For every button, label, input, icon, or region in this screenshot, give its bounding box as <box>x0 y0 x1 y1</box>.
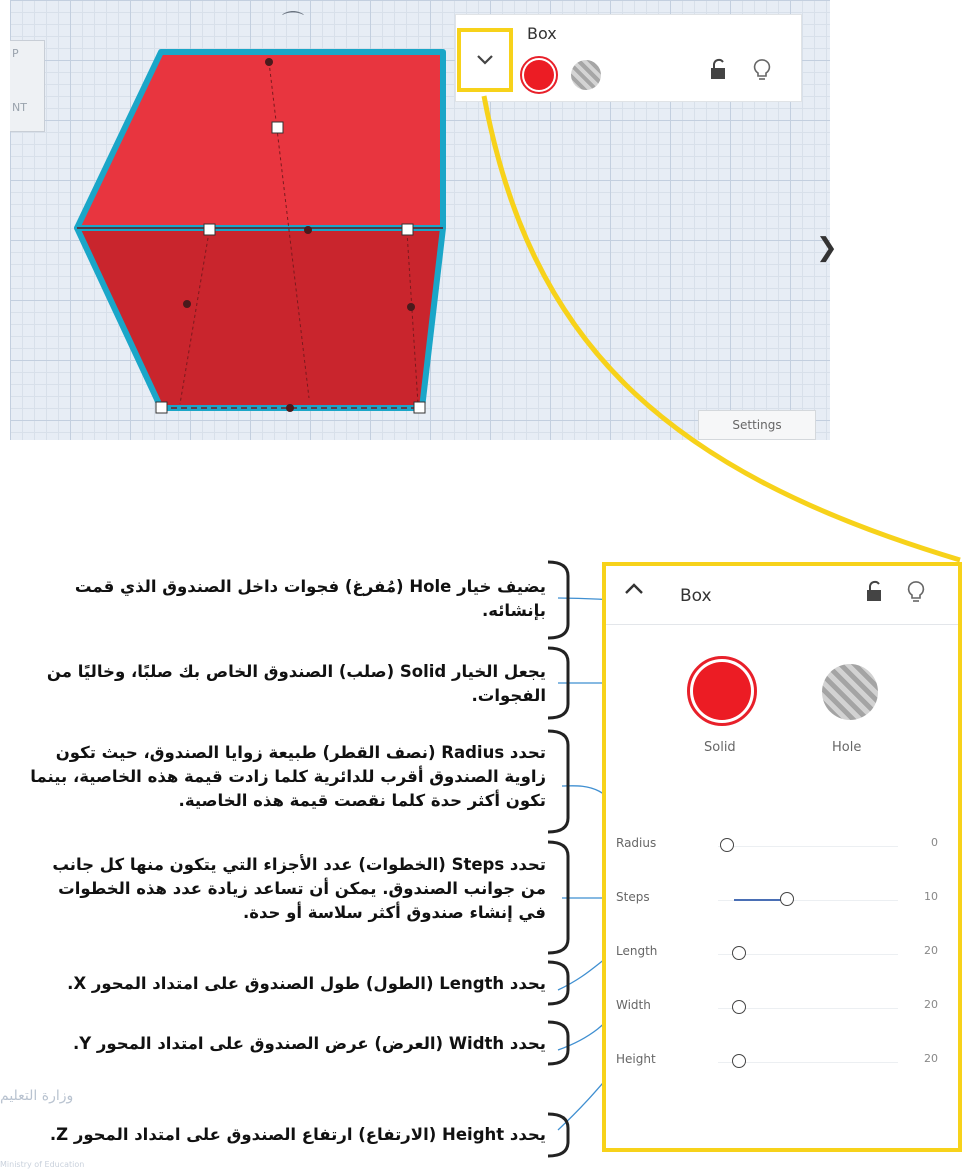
annotation-hole: يضيف خيار Hole (مُفرغ) فجوات داخل الصندوق الذي قمت بإنشائه. <box>74 577 546 620</box>
radius-slider-track[interactable] <box>718 846 898 847</box>
inspector-title: Box <box>527 24 557 43</box>
steps-slider-knob[interactable] <box>780 892 794 906</box>
lock-icon[interactable] <box>864 580 884 609</box>
radius-label: Radius <box>616 836 657 850</box>
length-value[interactable]: 20 <box>924 944 938 957</box>
property-row-height <box>606 1042 958 1082</box>
settings-button[interactable]: Settings <box>698 410 816 440</box>
property-row-steps <box>606 880 958 920</box>
radius-value[interactable]: 0 <box>931 836 938 849</box>
width-slider-knob[interactable] <box>732 1000 746 1014</box>
view-cube-front-label: NT <box>12 101 27 114</box>
width-value[interactable]: 20 <box>924 998 938 1011</box>
shape-inspector-panel <box>602 562 962 1152</box>
height-value[interactable]: 20 <box>924 1052 938 1065</box>
chevron-up-icon[interactable] <box>624 576 644 600</box>
view-cube-top-label: P <box>12 47 19 60</box>
property-row-radius <box>606 826 958 866</box>
height-slider-knob[interactable] <box>732 1054 746 1068</box>
panel-header <box>606 566 958 625</box>
chevron-right-icon[interactable]: ❯ <box>816 233 838 263</box>
hole-label: Hole <box>832 740 862 755</box>
steps-value[interactable]: 10 <box>924 890 938 903</box>
panel-title: Box <box>680 586 712 606</box>
watermark-logo: وزارة التعليم <box>0 1088 74 1104</box>
annotation-solid: يجعل الخيار Solid (صلب) الصندوق الخاص بك صلبًا، وخاليًا من الفجوات. <box>46 662 546 705</box>
steps-label: Steps <box>616 890 650 904</box>
hole-option[interactable] <box>822 664 878 720</box>
solid-label: Solid <box>704 740 736 755</box>
property-row-width <box>606 988 958 1028</box>
length-slider-knob[interactable] <box>732 946 746 960</box>
annotation-width: يحدد Width (العرض) عرض الصندوق على امتداد المحور Y. <box>72 1034 546 1053</box>
annotation-steps: تحدد Steps (الخطوات) عدد الأجزاء التي يتكون منها كل جانب من جوانب الصندوق. يمكن أن تساعد زيادة عدد هذه الخطوات في إنشاء صندوق أكثر سلاسة أو حدة. <box>52 855 546 922</box>
annotation-height: يحدد Height (الارتفاع) ارتفاع الصندوق على امتداد المحور Z. <box>49 1125 546 1144</box>
rotate-arrow-icon[interactable]: ⌒ <box>282 11 305 36</box>
width-label: Width <box>616 998 651 1012</box>
solid-option[interactable] <box>687 656 757 726</box>
length-label: Length <box>616 944 658 958</box>
annotation-length: يحدد Length (الطول) طول الصندوق على امتداد المحور X. <box>67 974 546 993</box>
property-row-length <box>606 934 958 974</box>
lightbulb-icon[interactable] <box>906 580 926 609</box>
watermark-subtitle: Ministry of Education <box>0 1160 85 1169</box>
height-label: Height <box>616 1052 656 1066</box>
solid-color-dot <box>693 662 751 720</box>
annotation-radius: تحدد Radius (نصف القطر) طبيعة زوايا الصندوق، حيث تكون زاوية الصندوق أقرب للدائرية كلما زادت قيمة هذه الخاصية، بينما تكون أكثر حدة كلما نقصت قيمة هذه الخاصية. <box>30 743 546 810</box>
radius-slider-knob[interactable] <box>720 838 734 852</box>
steps-slider-fill <box>734 899 784 901</box>
